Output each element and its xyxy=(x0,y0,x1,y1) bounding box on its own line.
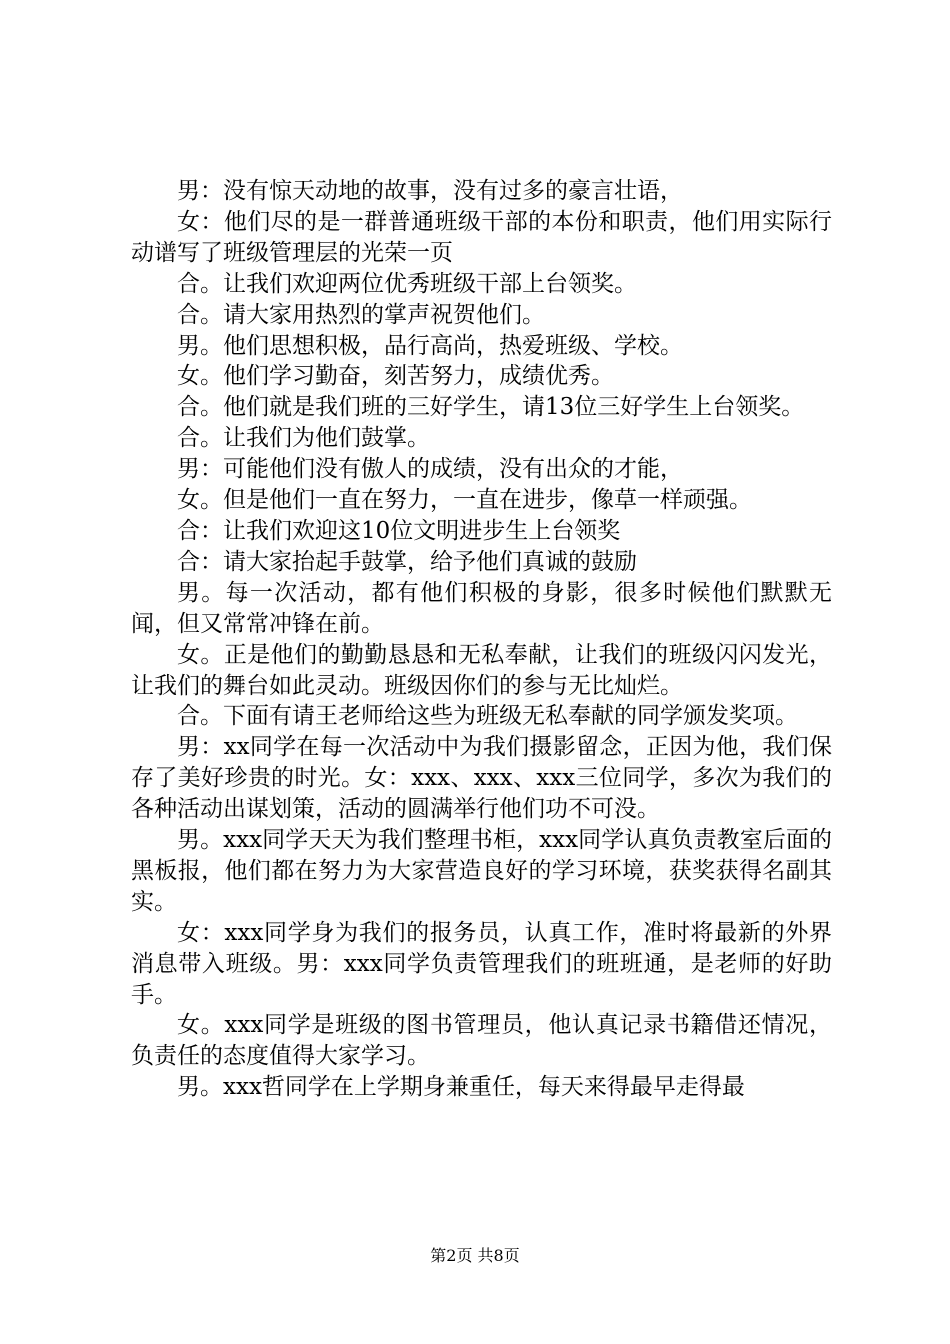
paragraph-1: 男：没有惊天动地的故事，没有过多的豪言壮语， xyxy=(177,178,683,204)
paragraph-9: 男：可能他们没有傲人的成绩，没有出众的才能， xyxy=(177,456,683,483)
paragraph-19: 女。xxx同学是班级的图书管理员，他认真记录书籍借还情况，负责任的态度值得大家学习。 xyxy=(131,1012,832,1070)
paragraph-15: 合。下面有请王老师给这些为班级无私奉献的同学颁发奖项。 xyxy=(177,703,798,730)
paragraph-17: 男。xxx同学天天为我们整理书柜，xxx同学认真负责教室后面的黑板报，他们都在努力为大家营造良好的学习环境，获奖获得名副其实。 xyxy=(131,827,832,915)
paragraph-10: 女。但是他们一直在努力，一直在进步，像草一样顽强。 xyxy=(177,487,752,514)
paragraph-3: 合。让我们欢迎两位优秀班级干部上台领奖。 xyxy=(177,270,637,297)
paragraph-11: 合：让我们欢迎这10位文明进步生上台领奖 xyxy=(177,517,621,544)
paragraph-8: 合。让我们为他们鼓掌。 xyxy=(177,425,430,452)
paragraph-2: 女：他们尽的是一群普通班级干部的本份和职责，他们用实际行动谱写了班级管理层的光荣一页 xyxy=(131,208,832,266)
paragraph-13: 男。每一次活动，都有他们积极的身影，很多时候他们默默无闻，但又常常冲锋在前。 xyxy=(131,579,832,637)
document-body xyxy=(131,176,832,1103)
paragraph-6: 女。他们学习勤奋，刻苦努力，成绩优秀。 xyxy=(177,363,614,390)
paragraph-14: 女。正是他们的勤勤恳恳和无私奉献，让我们的班级闪闪发光，让我们的舞台如此灵动。班级因你们的参与无比灿烂。 xyxy=(131,641,832,699)
page-footer xyxy=(0,1243,950,1266)
paragraph-7: 合。他们就是我们班的三好学生，请13位三好学生上台领奖。 xyxy=(177,394,805,421)
paragraph-5: 男。他们思想积极，品行高尚，热爱班级、学校。 xyxy=(177,332,683,359)
paragraph-18: 女：xxx同学身为我们的报务员，认真工作，准时将最新的外界消息带入班级。男：xxx同学负责管理我们的班班通，是老师的好助手。 xyxy=(131,919,832,1008)
paragraph-16: 男：xx同学在每一次活动中为我们摄影留念，正因为他，我们保存了美好珍贵的时光。女：xxx、xxx、xxx三位同学，多次为我们的各种活动出谋划策，活动的圆满举行他们功不可没。 xyxy=(131,734,832,823)
paragraph-20: 男。xxx哲同学在上学期身兼重任，每天来得最早走得最 xyxy=(177,1074,745,1101)
paragraph-12: 合：请大家抬起手鼓掌，给予他们真诚的鼓励 xyxy=(177,548,637,575)
page-number-label: 第2页 共8页 xyxy=(430,1246,520,1265)
paragraph-4: 合。请大家用热烈的掌声祝贺他们。 xyxy=(177,301,545,328)
